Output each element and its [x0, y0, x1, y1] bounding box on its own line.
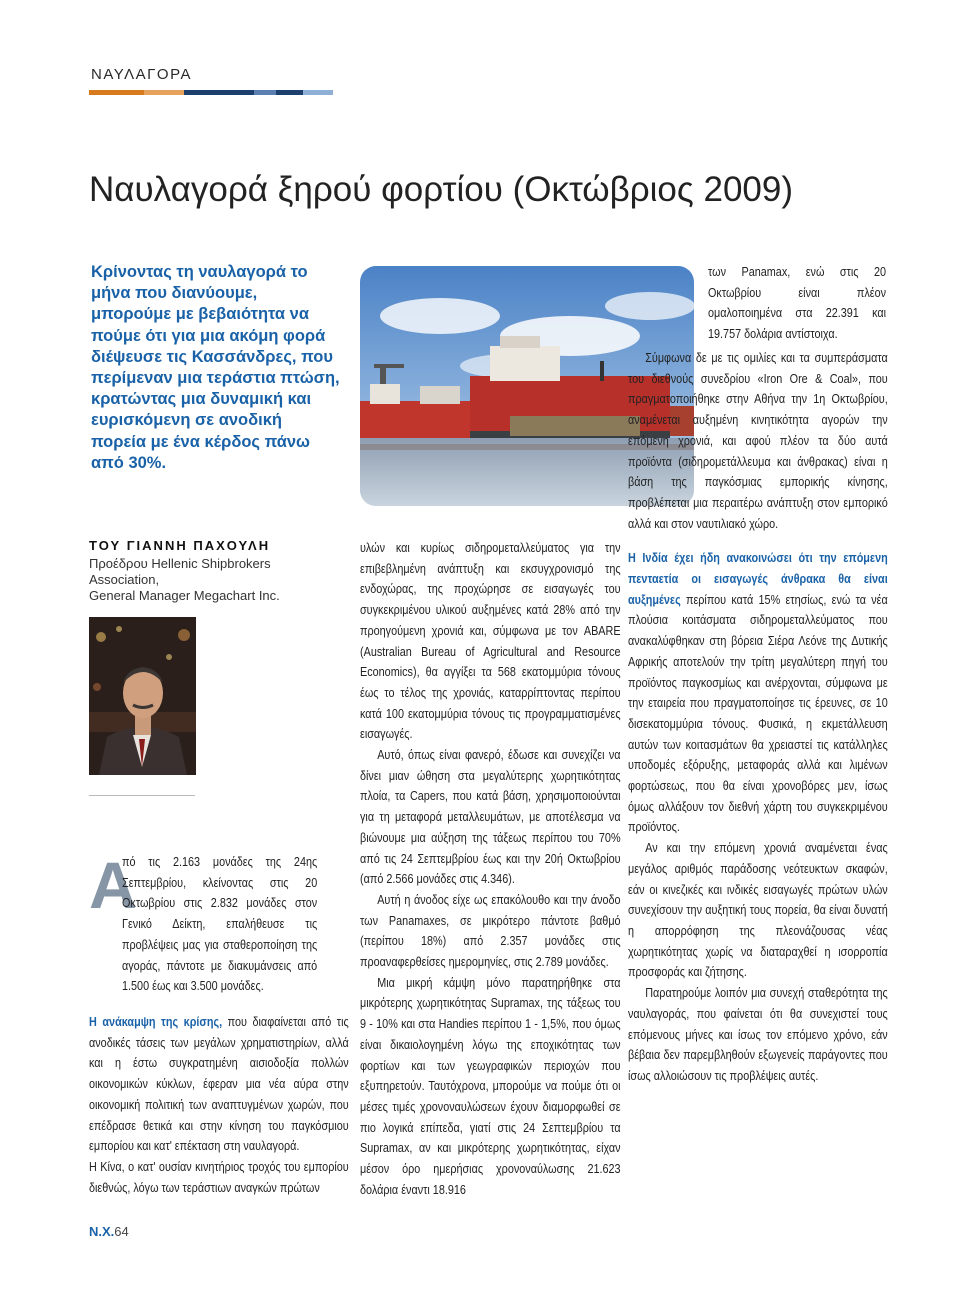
col3-para-5: Παρατηρούμε λοιπόν μια συνεχή σταθερότητα της ναυλαγοράς, που φαίνεται ότι θα συνεχιστεί τους επόμενους μήνες και ίσως τον επόμενο χρόνο, εάν βέβαια δεν παρεμβληθούν εξωγενείς παράγοντες που ίσως αλλοιώσουν τις προβλέψεις αυτές. — [628, 986, 888, 1083]
portrait-divider — [89, 795, 195, 796]
author-name: ΤΟΥ ΓΙΑΝΝΗ ΠΑΧΟΥΛΗ — [89, 538, 271, 553]
col1-para-2 — [89, 1012, 349, 1157]
section-label: ΝΑΥΛΑΓΟΡΑ — [91, 66, 192, 83]
col1-para-3: Η Κίνα, ο κατ' ουσίαν κινητήριος τροχός του εμπορίου διεθνώς, λόγω των τεράστιων αναγκών πρώτων — [89, 1159, 349, 1195]
col2-para-2: Αυτό, όπως είναι φανερό, έδωσε και συνεχίζει να δίνει μιαν ώθηση στα μεγαλύτερης χωρητικότητας πλοία, τα Capers, που κατά βάση, χρησιμοποιούνται για τη μεταφορά μεταλλευμάτων, με αποτέλεσμα να βιώνουμε μια αύξηση της τάξεως περίπου του 70% από τις 24 Σεπτεμβρίου έως και την 20ή Οκτωβρίου (από 2.566 μονάδες στις 4.346). — [360, 748, 621, 887]
col2-para-1: υλών και κυρίως σιδηρομεταλλεύματος για την επιβεβλημένη ανάπτυξη και εκσυγχρονισμό της ενδοχώρας, της προχώρησε σε εισαγωγές του συγκεκριμένου υλικού αυξημένες κατά 28% από την προηγούμενη χρονιά και, σύμφωνα με τον ABARE (Australian Bureau of Agricultural and Resource Economics), θα αγγίξει τα 568 εκατομμύρια τόνους έως το τέλος της χρονιάς, καταρρίπτοντας περίπου κατά 100 εκατομμύρια τόνους τις προγραμματισμένες εισαγωγές. — [360, 541, 621, 742]
col3-para-3 — [628, 548, 888, 838]
page-footer — [89, 1224, 129, 1239]
col3-top — [708, 262, 886, 345]
col1-para-2-text: που διαφαίνεται από τις ανοδικές τάσεις των μεγάλων χρηματιστηρίων, αλλά και η έστω συγκρατημένη αισιοδοξία πολλών οικονομικών κύκλων, έφεραν μια νέα αύρα στην οικονομική πολιτική των αναπτυγμένων χωρών, που επέδρασε θετικά και στην κίνηση του παγκόσμιου εμπορίου και κατ' επέκταση στη ναυλαγορά. — [89, 1015, 349, 1154]
col1-body — [89, 1012, 349, 1198]
col3-para-1: των Panamax, ενώ στις 20 Οκτωβρίου είναι πλέον ομαλοποιημένα στα 22.391 και 19.757 δολάρια αντίστοιχα. — [708, 265, 887, 342]
page-title: Ναυλαγορά ξηρού φορτίου (Οκτώβριος 2009) — [89, 170, 793, 209]
col3-para-4: Αν και την επόμενη χρονιά αναμένεται ένας μεγάλος αριθμός παράδοσης νεότευκτων σκαφών, εάν οι κινεζικές και ινδικές εισαγωγές πρώτων υλών συνεχίσουν την αυξητική τους πορεία, θα είναι δυνατή η απορρόφηση της πλεονάζουσας νέας χωρητικότητας χωρίς να διαταραχθεί η ισορροπία προσφοράς και ζήτησης. — [628, 841, 888, 980]
col2-para-3: Αυτή η άνοδος είχε ως επακόλουθο και την άνοδο των Panamaxes, σε μικρότερο πάντοτε βαθμό (περίπου 18%) από 2.357 μονάδες στις προαναφερθείσες ημερομηνίες, στις 2.789 μονάδες. — [360, 892, 621, 970]
col2-body — [360, 538, 621, 1201]
col3-para-3-text: περίπου κατά 15% ετησίως, ενώ τα νέα πλούσια κοιτάσματα σιδηρομεταλλεύματος που ανακαλύφθηκαν στη βόρεια Σιέρα Λεόνε της Δυτικής Αφρικής αποτελούν την τρίτη μεγαλύτερη πηγή του προϊόντος παγκοσμίως και ανέρχονται, σύμφωνα με την εταιρεία που πραγματοποίησε τις έρευνες, σε 10 δισεκατομμύρια τόνους. Φυσικά, η εκμετάλλευση αυτών των κοιτασμάτων θα χρειαστεί τις κατάλληλες υποδομές εξόρυξης, μεταφοράς αλλά και λιμένων φορτώσεως, που θα είναι χρονοβόρες μεν, ίσως όμως αλλάξουν τον διεθνή χάρτη του συγκεκριμένου προϊόντος. — [628, 592, 888, 835]
author-role-line1: Προέδρου Hellenic Shipbrokers Association, — [89, 556, 271, 587]
col1-heading: Η ανάκαμψη της κρίσης, — [89, 1015, 223, 1029]
author-role-line2: General Manager Megachart Inc. — [89, 588, 280, 603]
author-role — [89, 556, 339, 604]
drop-cap: Α — [89, 848, 137, 922]
col3-body — [628, 348, 888, 1087]
col2-para-4: Μια μικρή κάμψη μόνο παρατηρήθηκε στα μικρότερης χωρητικότητας Supramax, της τάξεως του 9 - 10% και στα Handies περίπου 1 - 1,5%, που όμως είναι δικαιολογημένη λόγω της εποχικότητας των φορτίων και των γεωγραφικών περιοχών που εξυπηρετούν. Ταυτόχρονα, μπορούμε να πούμε ότι οι μέσες τιμές χρονοναυλώσεων έχουν διαμορφωθεί σε πιο λογικά επίπεδα, γιατί στις 24 Σεπτεμβρίου τα Supramax, αν και μικρότερης χωρητικότητας, είχαν μέσον όρο ημερήσιας χρονοναύλωσης 21.623 δολάρια έναντι 18.916 — [360, 975, 621, 1197]
col3-para-2: Σύμφωνα δε με τις ομιλίες και τα συμπεράσματα του διεθνούς συνεδρίου «Iron Ore & Coal», που πραγματοποιήθηκε στην Αθήνα την 1η Οκτωβρίου, αναμένεται αυξημένη κινητικότητα αγορών την επόμενη χρονιά, και αφού πλέον τα δύο αυτά προϊόντα (σιδηρομετάλλευμα και άνθρακας) είναι η βάση της παγκόσμιας εμπορικής κίνησης, προβλέπεται μια περαιτέρω ανάπτυξη στον εμπορικό αλλά και στον ναυτιλιακό χώρο. — [628, 351, 888, 531]
author-portrait — [89, 617, 196, 775]
lead-paragraph: Κρίνοντας τη ναυλαγορά το μήνα που διανύουμε, μπορούμε με βεβαιότητα να πούμε ότι για μια ακόμη φορά διέψευσε τις Κασσάνδρες, που περίμεναν μια τεράστια πτώση, κρατώντας μια δυναμική και ευρισκόμενη σε ανοδική πορεία με ένα κέρδος πάνω από 30%. — [91, 263, 340, 472]
page-number: 64 — [114, 1224, 129, 1239]
col1-intro — [122, 852, 317, 997]
col1-para-1: πό τις 2.163 μονάδες της 24ης Σεπτεμβρίου, κλείνοντας στις 20 Οκτωβρίου στις 2.832 μονάδες στον Γενικό Δείκτη, επαλήθευσε τις προβλέψεις μας για σταθεροποίηση της αγοράς, πάντοτε με διακυμάνσεις από 1.500 έως και 3.500 μονάδες. — [122, 855, 318, 994]
magazine-mark: Ν.Χ. — [89, 1224, 115, 1239]
section-rule — [89, 90, 333, 95]
col3-heading: Η Ινδία έχει ήδη ανακοινώσει ότι την επόμενη πενταετία οι εισαγωγές άνθρακα θα είναι αυξημένες — [628, 551, 888, 607]
